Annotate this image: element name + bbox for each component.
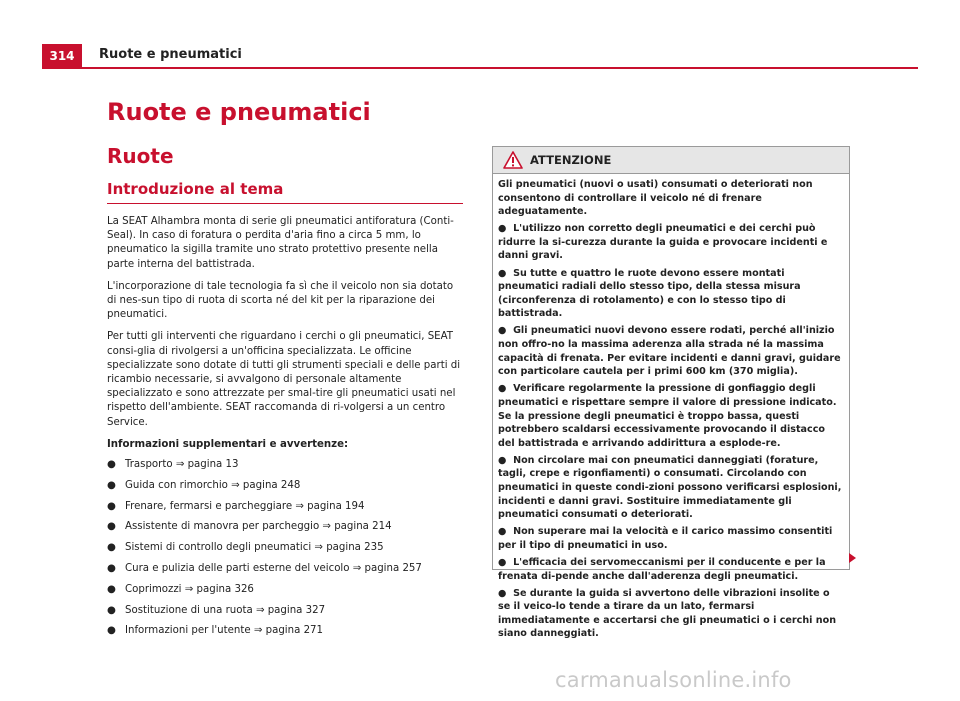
continue-arrow-icon <box>849 553 856 563</box>
bullet-icon: ● <box>107 563 116 575</box>
list-item-text: Cura e pulizia delle parti esterne del veicolo ⇒ pagina 257 <box>125 563 422 575</box>
warning-item-text: Su tutte e quattro le ruote devono essere montati pneumatici radiali dello stesso tipo, della stessa misura (circonferenza di rotolamento) e con lo stesso tipo di battistrada. <box>498 267 801 320</box>
bullet-icon: ● <box>498 383 507 395</box>
list-item-text: Guida con rimorchio ⇒ pagina 248 <box>125 479 301 491</box>
list-item-text: Informazioni per l'utente ⇒ pagina 271 <box>125 625 324 637</box>
list-item[interactable] <box>107 624 463 638</box>
warning-item <box>498 324 844 378</box>
bullet-icon: ● <box>107 604 116 616</box>
bullet-icon: ● <box>107 583 116 595</box>
warning-item-text: Gli pneumatici nuovi devono essere rodati, perché all'inizio non offro-no la massima aderenza alla strada né la massima capacità di frenata. Per evitare incidenti e danni gravi, guidare con particolare cautela per i primi 600 km (370 miglia). <box>498 325 841 378</box>
list-item-text: Coprimozzi ⇒ pagina 326 <box>125 583 254 595</box>
cross-reference-list <box>107 458 463 639</box>
intro-paragraph: La SEAT Alhambra monta di serie gli pneumatici antiforatura (Conti-Seal). In caso di foratura o perdita d'aria fino a circa 5 mm, lo pneumatico la sigilla tramite uno strato protettivo presente nella parte interna del battistrada. <box>107 216 454 270</box>
bullet-icon: ● <box>107 542 116 554</box>
bullet-icon: ● <box>107 521 116 533</box>
warning-item-text: Non superare mai la velocità e il carico massimo consentiti per il tipo di pneumatici in uso. <box>498 526 833 551</box>
list-item[interactable] <box>107 500 463 514</box>
warning-item-text: L'utilizzo non corretto degli pneumatici e dei cerchi può ridurre la si-curezza durante la guida e provocare incidenti e danni gravi. <box>498 223 828 262</box>
list-item-text: Trasporto ⇒ pagina 13 <box>125 459 239 471</box>
warning-item <box>498 587 844 641</box>
warning-item-text: Non circolare mai con pneumatici danneggiati (forature, tagli, crepe e rigonfiamenti) o consumati. Circolando con pneumatici in queste condi-zioni possono verificarsi esplosioni, incidenti e danni gravi. Sostituire immediatamente gli pneumatici consumati o deteriorati. <box>498 454 842 521</box>
list-item[interactable] <box>107 562 463 576</box>
page-number-badge: 314 <box>42 44 82 68</box>
warning-header <box>493 147 849 174</box>
list-item-text: Sostituzione di una ruota ⇒ pagina 327 <box>125 604 326 616</box>
warning-item <box>498 454 844 522</box>
intro-paragraph: Per tutti gli interventi che riguardano i cerchi o gli pneumatici, SEAT consi-glia di rivolgersi a un'officina specializzata. Le officine specializzate sono dotate di tutti gli strumenti speciali e delle parti di ricambio necessarie, si avvalgono di personale altamente specializzato e sono attrezzate per smal-tire gli pneumatici usati nel rispetto dell'ambiente. SEAT raccomanda di ri-volgersi a un centro Service. <box>107 331 461 428</box>
list-item[interactable] <box>107 583 463 597</box>
list-item[interactable] <box>107 541 463 555</box>
warning-item-text: L'efficacia dei servomeccanismi per il conducente e per la frenata di-pende anche dall'aderenza degli pneumatici. <box>498 556 826 582</box>
bullet-icon: ● <box>498 454 507 466</box>
bullet-icon: ● <box>498 223 507 235</box>
warning-item <box>498 525 844 552</box>
warning-item <box>498 556 844 583</box>
list-item-text: Frenare, fermarsi e parcheggiare ⇒ pagina 194 <box>125 500 365 512</box>
list-item[interactable] <box>107 520 463 534</box>
bullet-icon: ● <box>107 459 116 471</box>
list-item[interactable] <box>107 604 463 618</box>
warning-item-text: Verificare regolarmente la pressione di gonfiaggio degli pneumatici e rispettare sempre il valore di pressione indicato. Se la pressione degli pneumatici è troppo bassa, questi potrebbero scaldarsi eccessivamente provocando il distacco del battistrada e arrivando addirittura a esplode-re. <box>498 383 837 449</box>
warning-item <box>498 222 844 263</box>
subsection-divider <box>107 203 463 204</box>
bullet-icon: ● <box>498 526 507 538</box>
watermark-text: carmanualsonline.info <box>555 668 792 692</box>
bullet-icon: ● <box>107 500 116 512</box>
warning-triangle-icon <box>503 151 523 169</box>
header-divider <box>42 67 918 69</box>
warning-item <box>498 267 844 321</box>
list-item-text: Sistemi di controllo degli pneumatici ⇒ pagina 235 <box>125 542 384 554</box>
chapter-title: Ruote e pneumatici <box>107 98 371 126</box>
section-title: Ruote <box>107 144 174 168</box>
warning-item <box>498 382 844 450</box>
subsection-title: Introduzione al tema <box>107 180 284 198</box>
running-header-title: Ruote e pneumatici <box>99 47 242 62</box>
warning-intro: Gli pneumatici (nuovi o usati) consumati o deteriorati non consentono di controllare il veicolo né di frenare adeguatamente. <box>498 179 813 218</box>
info-heading: Informazioni supplementari e avvertenze: <box>107 438 349 450</box>
bullet-icon: ● <box>498 587 507 599</box>
list-item-text: Assistente di manovra per parcheggio ⇒ pagina 214 <box>125 521 392 533</box>
intro-text-column <box>107 215 463 645</box>
bullet-icon: ● <box>498 267 507 279</box>
bullet-icon: ● <box>107 625 116 637</box>
bullet-icon: ● <box>498 556 507 568</box>
warning-box <box>492 146 850 640</box>
list-item[interactable] <box>107 479 463 493</box>
bullet-icon: ● <box>107 479 116 491</box>
warning-body <box>498 178 844 645</box>
list-item[interactable] <box>107 458 463 472</box>
bullet-icon: ● <box>498 325 507 337</box>
intro-paragraph: L'incorporazione di tale tecnologia fa sì che il veicolo non sia dotato di nes-sun tipo di ruota di scorta né del kit per la riparazione dei pneumatici. <box>107 280 454 321</box>
warning-item-text: Se durante la guida si avvertono delle vibrazioni insolite o se il veico-lo tende a tirare da un lato, fermarsi immediatamente e accertarsi che gli pneumatici o i cerchi non siano danneggiati. <box>498 587 837 640</box>
warning-title: ATTENZIONE <box>530 153 612 167</box>
